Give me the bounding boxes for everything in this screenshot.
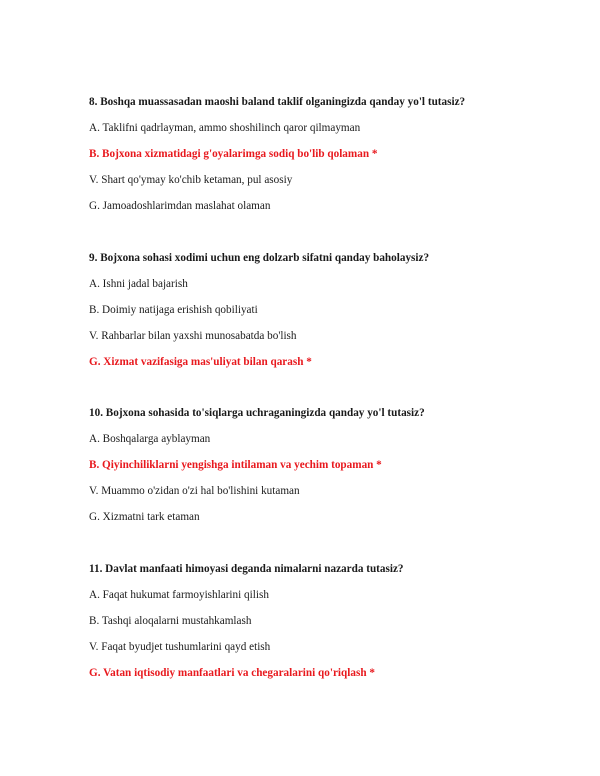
- answer-option-a: A. Faqat hukumat farmoyishlarini qilish: [89, 589, 269, 601]
- answer-option-g-correct: G. Xizmat vazifasiga mas'uliyat bilan qarash *: [89, 356, 312, 368]
- answer-option-g: G. Jamoadoshlarimdan maslahat olaman: [89, 200, 271, 212]
- question-block-9: [89, 251, 569, 369]
- question-text: 10. Bojxona sohasida to'siqlarga uchraganingizda qanday yo'l tutasiz?: [89, 407, 425, 419]
- answer-option-b: B. Tashqi aloqalarni mustahkamlash: [89, 615, 252, 627]
- answer-option-b-correct: B. Qiyinchiliklarni yengishga intilaman va yechim topaman *: [89, 459, 382, 471]
- answer-option-a: A. Taklifni qadrlayman, ammo shoshilinch qaror qilmayman: [89, 122, 361, 134]
- answer-option-v: V. Faqat byudjet tushumlarini qayd etish: [89, 641, 271, 653]
- question-block-10: [89, 406, 569, 524]
- answer-option-a: A. Ishni jadal bajarish: [89, 278, 188, 290]
- answer-option-b-correct: B. Bojxona xizmatidagi g'oyalarimga sodiq bo'lib qolaman *: [89, 148, 378, 160]
- answer-option-g: G. Xizmatni tark etaman: [89, 511, 200, 523]
- answer-option-v: V. Shart qo'ymay ko'chib ketaman, pul asosiy: [89, 174, 293, 186]
- answer-option-a: A. Boshqalarga ayblayman: [89, 433, 211, 445]
- question-text: 8. Boshqa muassasadan maoshi baland taklif olganingizda qanday yo'l tutasiz?: [89, 96, 466, 108]
- answer-option-g-correct: G. Vatan iqtisodiy manfaatlari va chegaralarini qo'riqlash *: [89, 667, 375, 679]
- answer-option-v: V. Rahbarlar bilan yaxshi munosabatda bo'lish: [89, 330, 297, 342]
- question-text: 11. Davlat manfaati himoyasi deganda nimalarni nazarda tutasiz?: [89, 563, 404, 575]
- question-block-11: [89, 562, 569, 680]
- question-block-8: [89, 95, 569, 213]
- question-text: 9. Bojxona sohasi xodimi uchun eng dolzarb sifatni qanday baholaysiz?: [89, 252, 430, 264]
- answer-option-b: B. Doimiy natijaga erishish qobiliyati: [89, 304, 258, 316]
- answer-option-v: V. Muammo o'zidan o'zi hal bo'lishini kutaman: [89, 485, 300, 497]
